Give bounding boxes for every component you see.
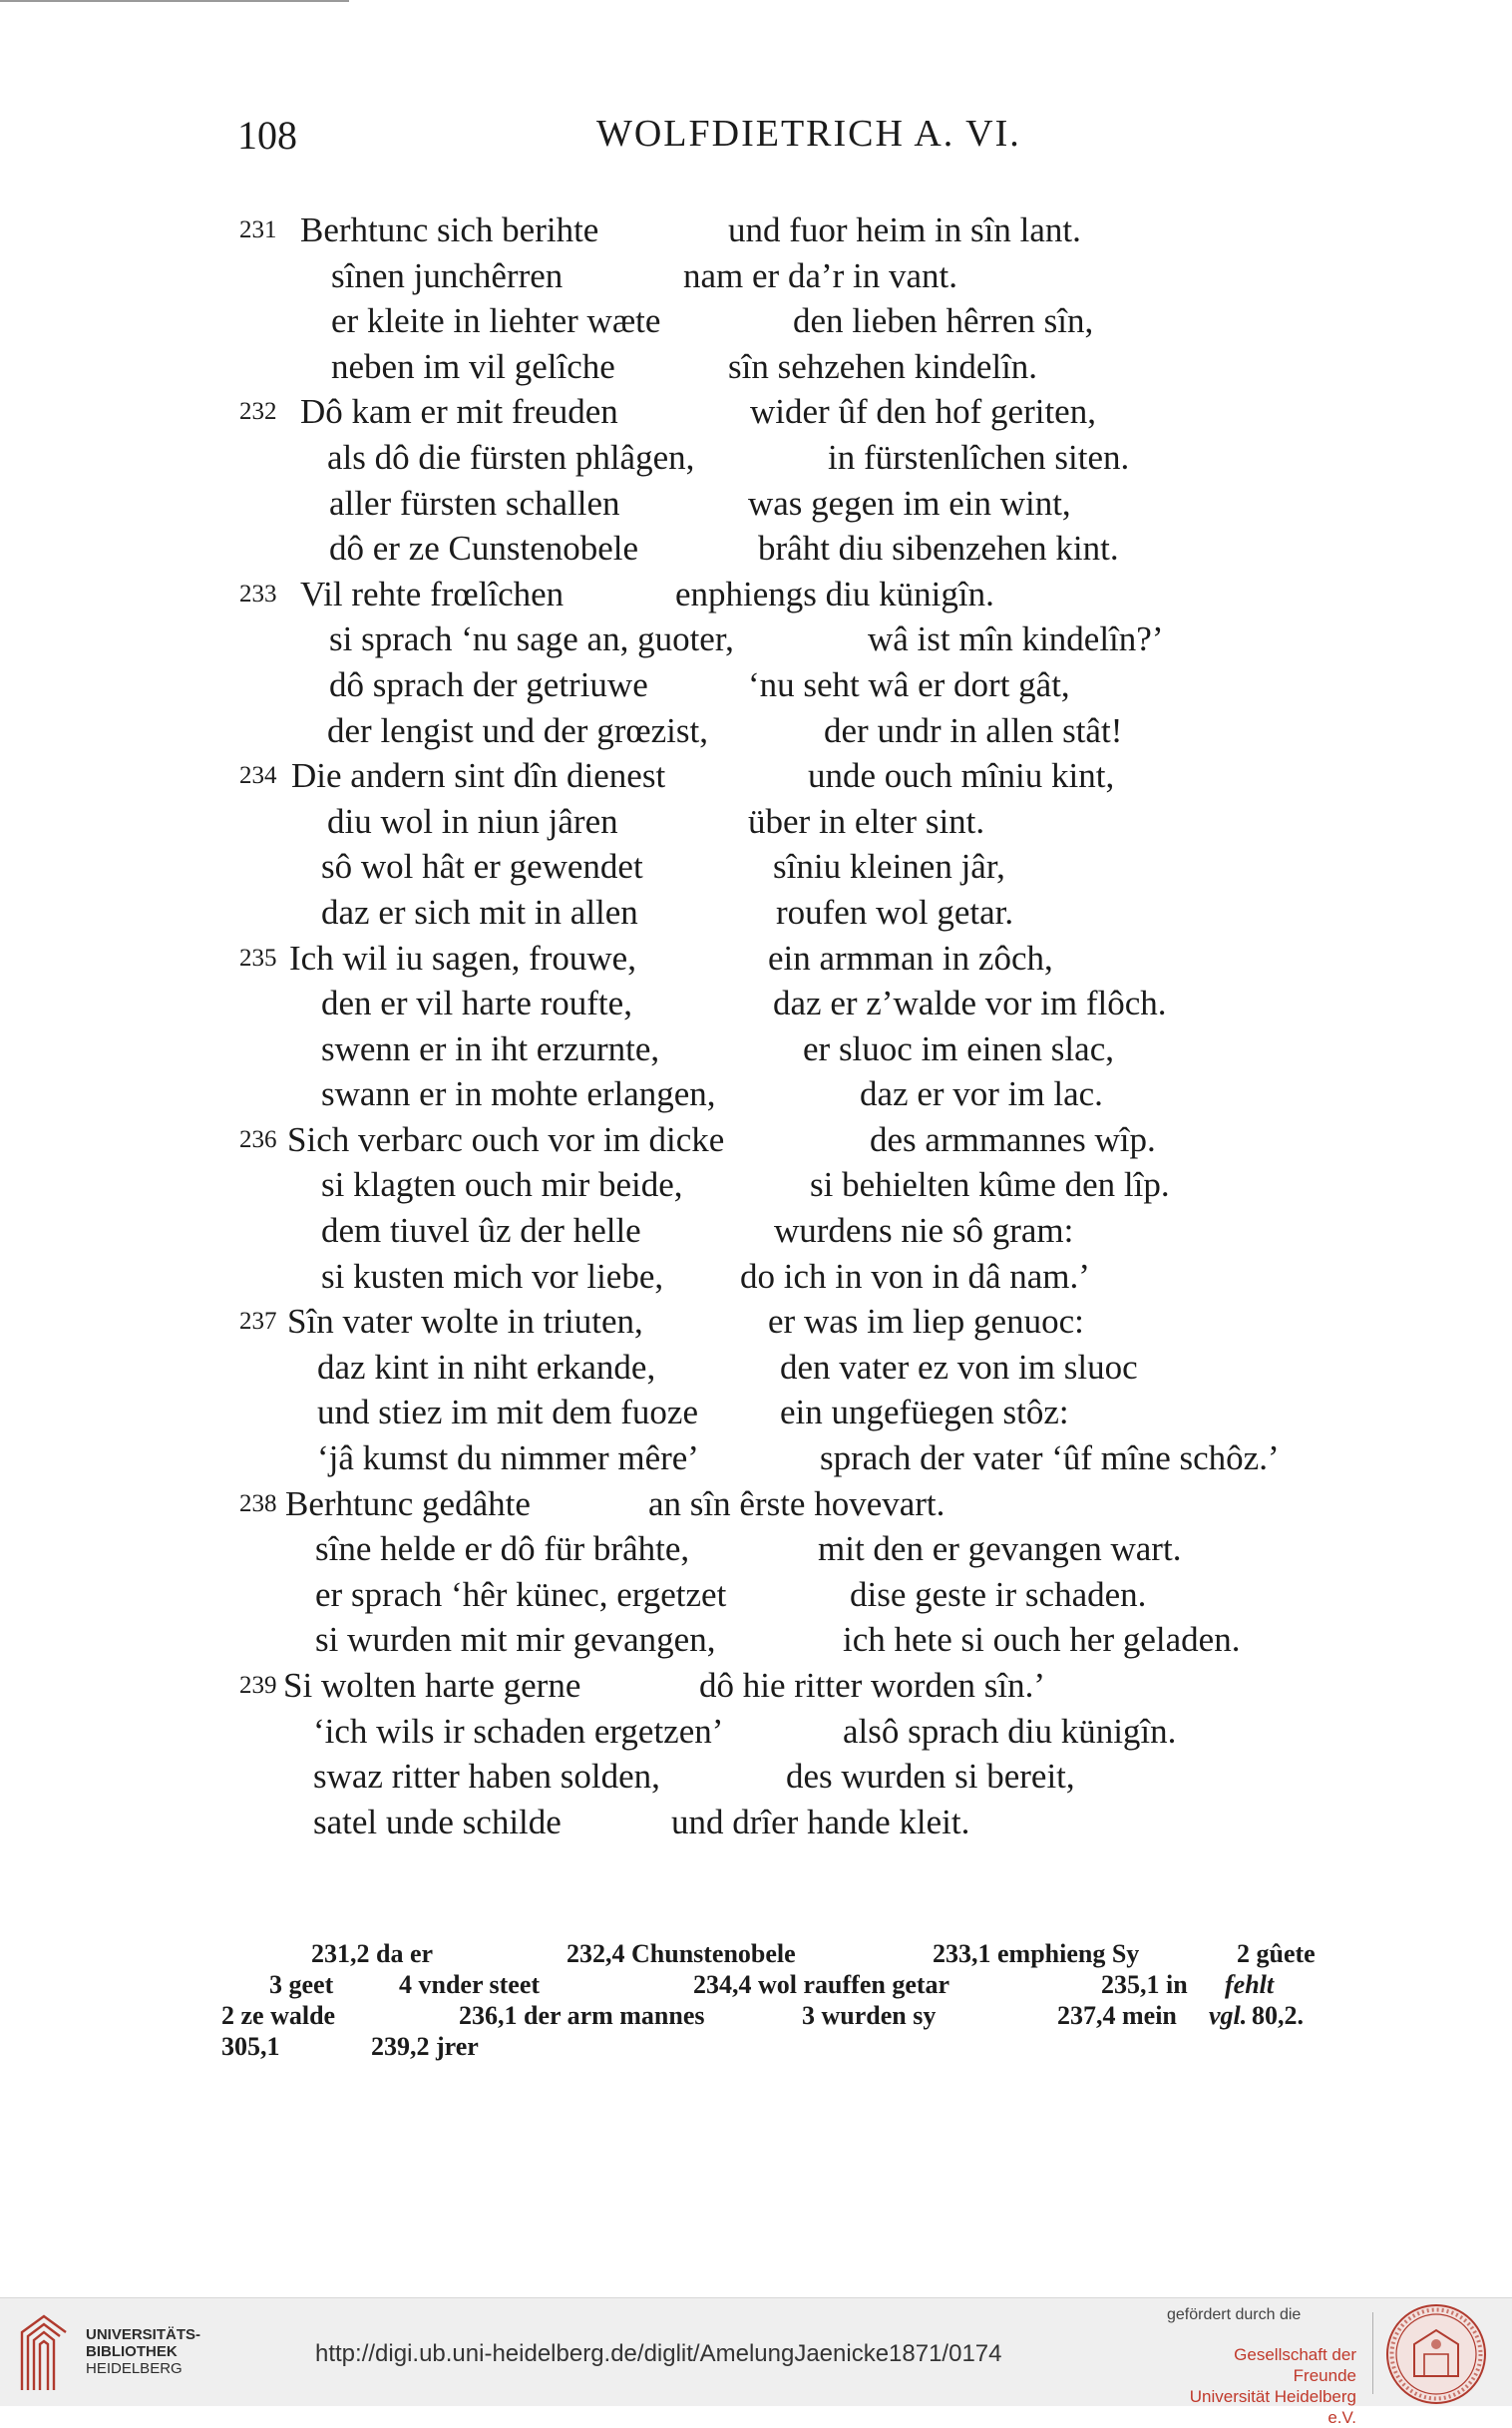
verse-second-half: si behielten kûme den lîp.: [810, 1165, 1170, 1205]
verse-second-half: dise geste ir schaden.: [850, 1574, 1147, 1614]
verse-line: [0, 981, 1512, 1026]
verse-first-half: Vil rehte frœlîchen: [300, 574, 565, 613]
verse-line: [0, 1208, 1512, 1254]
verse-second-half: wâ ist mîn kindelîn?’: [868, 619, 1164, 659]
note-entry: 233,1 emphieng Sy: [933, 1939, 1140, 1968]
stanza-number: 231: [239, 216, 277, 243]
verse-second-half: den lieben hêrren sîn,: [793, 301, 1094, 341]
verse-line: [0, 753, 1512, 799]
verse-second-half: wurdens nie sô gram:: [774, 1211, 1074, 1251]
verse-first-half: daz kint in niht erkande,: [317, 1347, 656, 1387]
verse-line: [0, 1026, 1512, 1072]
verse-line: [0, 844, 1512, 890]
university-seal-icon: [1384, 2302, 1488, 2406]
verse-second-half: des wurden si bereit,: [786, 1757, 1075, 1797]
verse-first-half: ‘ich wils ir schaden ergetzen’: [313, 1711, 724, 1751]
verse-second-half: nam er da’r in vant.: [683, 255, 958, 295]
verse-line: [0, 298, 1512, 344]
verse-first-half: ‘jâ kumst du nimmer mêre’: [317, 1438, 699, 1478]
note-entry: 237,4 mein: [1057, 2001, 1177, 2030]
verse-line: [0, 708, 1512, 754]
verse-second-half: an sîn êrste hovevart.: [648, 1483, 945, 1523]
verse-line: [0, 1754, 1512, 1800]
verse-second-half: ‘nu seht wâ er dort gât,: [748, 664, 1070, 704]
verse-second-half: sîn sehzehen kindelîn.: [728, 346, 1038, 386]
stanza-number: 234: [239, 762, 277, 790]
verse-first-half: und stiez im mit dem fuoze: [317, 1393, 698, 1432]
permalink-url[interactable]: http://digi.ub.uni-heidelberg.de/diglit/AmelungJaenicke1871/0174: [315, 2340, 1002, 2367]
verse-first-half: si klagten ouch mir beide,: [321, 1165, 683, 1205]
note-entry: 4 vnder steet: [399, 1970, 541, 1999]
verse-first-half: er sprach ‘hêr künec, ergetzet: [315, 1574, 727, 1614]
note-entry: 2 gûete: [1237, 1939, 1316, 1968]
verse-second-half: sprach der vater ‘ûf mîne schôz.’: [820, 1438, 1280, 1478]
verse-line: [0, 526, 1512, 572]
verse-line: [0, 344, 1512, 390]
note-entry: 232,4 Chunstenobele: [567, 1939, 796, 1968]
verse-line: [0, 253, 1512, 299]
verse-first-half: neben im vil gelîche: [331, 346, 615, 386]
stanza-number: 236: [239, 1125, 277, 1153]
verse-first-half: Die andern sint dîn dienest: [291, 756, 666, 796]
verse-line: [0, 1299, 1512, 1345]
verse-second-half: er was im liep genuoc:: [768, 1302, 1084, 1342]
note-line: [0, 2000, 1512, 2031]
running-head: WOLFDIETRICH A. VI.: [596, 113, 1021, 155]
verse-line: [0, 890, 1512, 936]
verse-first-half: dô sprach der getriuwe: [329, 664, 648, 704]
verse-second-half: daz er z’walde vor im flôch.: [773, 984, 1167, 1023]
verse-line: [0, 1117, 1512, 1163]
verse-line: [0, 1162, 1512, 1208]
verse-second-half: alsô sprach diu künigîn.: [843, 1711, 1177, 1751]
verse-first-half: Dô kam er mit freuden: [300, 392, 618, 432]
verse-second-half: er sluoc im einen slac,: [803, 1028, 1114, 1068]
verse-first-half: als dô die fürsten phlâgen,: [327, 437, 695, 477]
page-number: 108: [237, 113, 297, 158]
verse-second-half: enphiengs diu künigîn.: [675, 574, 994, 613]
note-entry-italic: fehlt: [1225, 1970, 1275, 1999]
verse-line: [0, 1663, 1512, 1709]
verse-first-half: dô er ze Cunstenobele: [329, 529, 639, 569]
note-entry: 234,4 wol rauffen getar: [693, 1970, 950, 1999]
note-entry: 2 ze walde: [221, 2001, 336, 2030]
stanza-number: 239: [239, 1672, 277, 1699]
verse-line: [0, 1572, 1512, 1618]
note-entry: 305,1: [221, 2032, 280, 2061]
verse-second-half: sîniu kleinen jâr,: [773, 847, 1005, 887]
verse-second-half: mit den er gevangen wart.: [818, 1529, 1182, 1569]
verse-second-half: roufen wol getar.: [776, 892, 1014, 932]
verse-first-half: Ich wil iu sagen, frouwe,: [289, 938, 636, 978]
verse-second-half: und drîer hande kleit.: [671, 1802, 970, 1841]
verse-first-half: der lengist und der grœzist,: [327, 710, 708, 750]
verse-block: [0, 207, 1512, 1844]
verse-first-half: Si wolten harte gerne: [283, 1666, 581, 1705]
verse-first-half: si wurden mit mir gevangen,: [315, 1620, 716, 1660]
verse-line: [0, 481, 1512, 527]
note-line: [0, 1969, 1512, 2000]
verse-second-half: unde ouch mîniu kint,: [808, 756, 1115, 796]
verse-line: [0, 572, 1512, 617]
verse-second-half: des armmannes wîp.: [870, 1119, 1156, 1159]
verse-second-half: do ich in von in dâ nam.’: [740, 1256, 1090, 1296]
verse-line: [0, 1481, 1512, 1527]
footer-bar: [0, 2297, 1512, 2427]
note-entry: 236,1 der arm mannes: [459, 2001, 705, 2030]
verse-first-half: satel unde schilde: [313, 1802, 562, 1841]
verse-line: [0, 1709, 1512, 1755]
verse-second-half: was gegen im ein wint,: [748, 483, 1071, 523]
verse-line: [0, 389, 1512, 435]
verse-second-half: daz er vor im lac.: [860, 1074, 1103, 1114]
note-entry: 235,1 in: [1101, 1970, 1188, 1999]
note-entry: 3 wurden sy: [802, 2001, 937, 2030]
verse-first-half: swenn er in iht erzurnte,: [321, 1028, 660, 1068]
stanza-number: 232: [239, 398, 277, 426]
verse-line: [0, 1254, 1512, 1300]
verse-first-half: dem tiuvel ûz der helle: [321, 1211, 641, 1251]
verse-first-half: Sîn vater wolte in triuten,: [287, 1302, 643, 1342]
note-entry-italic: vgl.: [1209, 2001, 1248, 2030]
verse-first-half: daz er sich mit in allen: [321, 892, 638, 932]
verse-line: [0, 662, 1512, 708]
verse-line: [0, 1435, 1512, 1481]
critical-apparatus: [0, 1938, 1512, 2062]
note-line: [0, 1938, 1512, 1969]
note-entry: 3 geet: [269, 1970, 334, 1999]
verse-second-half: ich hete si ouch her geladen.: [843, 1620, 1241, 1660]
verse-first-half: aller fürsten schallen: [329, 483, 620, 523]
note-entry: 239,2 jrer: [371, 2032, 479, 2061]
verse-line: [0, 1617, 1512, 1663]
verse-second-half: über in elter sint.: [748, 801, 985, 841]
stanza-number: 233: [239, 580, 277, 607]
note-entry: 80,2.: [1252, 2001, 1304, 2030]
verse-second-half: und fuor heim in sîn lant.: [728, 210, 1081, 249]
divider: [1372, 2312, 1373, 2394]
note-entry: 231,2 da er: [311, 1939, 434, 1968]
verse-second-half: brâht diu sibenzehen kint.: [758, 529, 1119, 569]
stanza-number: 235: [239, 944, 277, 972]
verse-first-half: sîne helde er dô für brâhte,: [315, 1529, 690, 1569]
verse-line: [0, 1800, 1512, 1845]
verse-first-half: sô wol hât er gewendet: [321, 847, 643, 887]
verse-first-half: si sprach ‘nu sage an, guoter,: [329, 619, 734, 659]
verse-first-half: diu wol in niun jâren: [327, 801, 618, 841]
verse-second-half: wider ûf den hof geriten,: [750, 392, 1096, 432]
verse-second-half: den vater ez von im sluoc: [780, 1347, 1138, 1387]
verse-first-half: sînen junchêrren: [331, 255, 564, 295]
verse-line: [0, 1390, 1512, 1435]
verse-line: [0, 1071, 1512, 1117]
verse-second-half: der undr in allen stât!: [824, 710, 1123, 750]
verse-line: [0, 616, 1512, 662]
sponsor-caption: gefördert durch die: [1167, 2306, 1302, 2323]
top-rule: [0, 0, 349, 2]
verse-second-half: ein armman in zôch,: [768, 938, 1053, 978]
verse-first-half: Sich verbarc ouch vor im dicke: [287, 1119, 725, 1159]
verse-line: [0, 1345, 1512, 1391]
verse-second-half: ein ungefüegen stôz:: [780, 1393, 1069, 1432]
verse-first-half: swann er in mohte erlangen,: [321, 1074, 716, 1114]
verse-line: [0, 936, 1512, 982]
stanza-number: 237: [239, 1308, 277, 1336]
verse-second-half: dô hie ritter worden sîn.’: [699, 1666, 1045, 1705]
verse-first-half: den er vil harte roufte,: [321, 984, 632, 1023]
university-library-logo-icon[interactable]: [16, 2312, 72, 2392]
verse-first-half: Berhtunc gedâhte: [285, 1483, 531, 1523]
note-line: [0, 2031, 1512, 2062]
verse-line: [0, 1526, 1512, 1572]
verse-first-half: er kleite in liehter wæte: [331, 301, 661, 341]
stanza-number: 238: [239, 1489, 277, 1517]
university-library-name: UNIVERSITÄTS- BIBLIOTHEK HEIDELBERG: [86, 2326, 201, 2377]
verse-first-half: Berhtunc sich berihte: [300, 210, 599, 249]
verse-line: [0, 799, 1512, 845]
verse-line: [0, 435, 1512, 481]
sponsor-name[interactable]: Gesellschaft der Freunde Universität Heidelberg e.V.: [1189, 2345, 1356, 2427]
verse-second-half: in fürstenlîchen siten.: [828, 437, 1130, 477]
verse-line: [0, 207, 1512, 253]
verse-first-half: swaz ritter haben solden,: [313, 1757, 660, 1797]
verse-first-half: si kusten mich vor liebe,: [321, 1256, 664, 1296]
